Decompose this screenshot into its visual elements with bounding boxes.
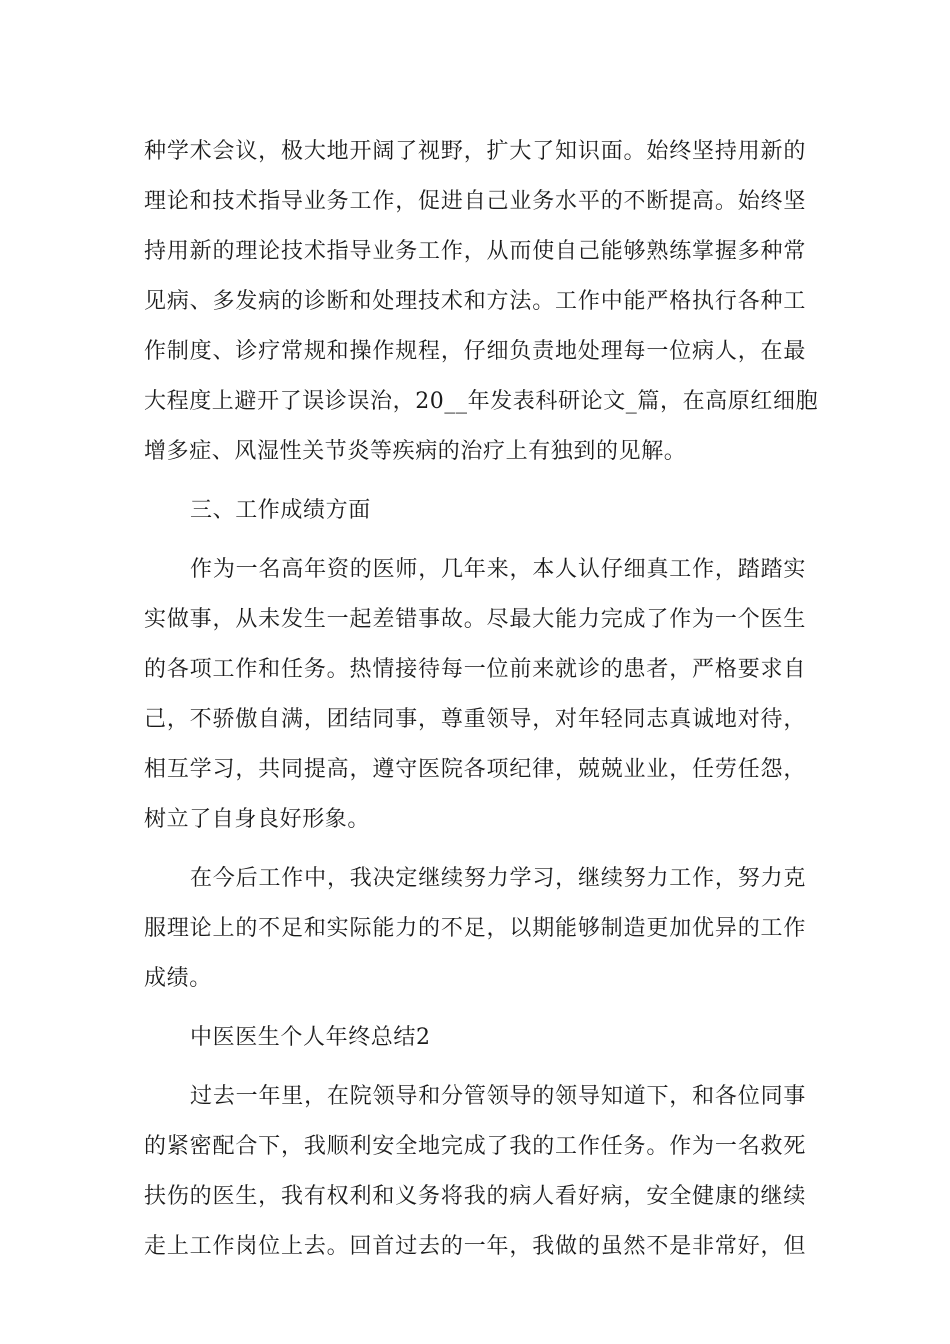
- text-line: 走上工作岗位上去。回首过去的一年，我做的虽然不是非常好，但: [144, 1234, 806, 1259]
- text-line: 见病、多发病的诊断和处理技术和方法。工作中能严格执行各种工: [144, 289, 806, 314]
- text-line: 大程度上避开了误诊误治，20__年发表科研论文_篇，在高原红细胞: [144, 389, 819, 414]
- text-line: 在今后工作中，我决定继续努力学习，继续努力工作，努力克: [190, 866, 806, 891]
- text-line: 作为一名高年资的医师，几年来，本人认仔细真工作，踏踏实: [190, 557, 806, 582]
- paragraph-gap: [144, 536, 806, 545]
- text-line: 树立了自身良好形象。: [144, 807, 371, 832]
- text-line: 成绩。: [144, 966, 212, 991]
- text-line: 作制度、诊疗常规和操作规程，仔细负责地处理每一位病人，在最: [144, 339, 806, 364]
- text-line: 服理论上的不足和实际能力的不足，以期能够制造更加优异的工作: [144, 916, 806, 941]
- text-line: 增多症、风湿性关节炎等疾病的治疗上有独到的见解。: [144, 439, 687, 464]
- heading-text: 三、工作成绩方面: [190, 498, 371, 523]
- paragraph-continuation: [144, 127, 819, 477]
- text-line: 扶伤的医生，我有权利和义务将我的病人看好病，安全健康的继续: [144, 1184, 806, 1209]
- paragraph-gap: [144, 477, 806, 486]
- paragraph-gap: [144, 845, 806, 854]
- paragraph-achievements: [144, 545, 806, 845]
- section-heading: [144, 486, 806, 536]
- document-body: [144, 127, 819, 1272]
- text-line: 种学术会议，极大地开阔了视野，扩大了知识面。始终坚持用新的: [144, 139, 806, 164]
- paragraph-gap: [144, 1063, 806, 1072]
- text-line: 己，不骄傲自满，团结同事，尊重领导，对年轻同志真诚地对待，: [144, 707, 806, 732]
- text-line: 相互学习，共同提高，遵守医院各项纪律，兢兢业业，任劳任怨，: [144, 757, 806, 782]
- text-line: 持用新的理论技术指导业务工作，从而使自己能够熟练掌握多种常: [144, 239, 806, 264]
- text-line: 理论和技术指导业务工作，促进自己业务水平的不断提高。始终坚: [144, 189, 806, 214]
- paragraph-gap: [144, 1004, 806, 1013]
- document-subtitle: [144, 1013, 806, 1063]
- text-line: 的各项工作和任务。热情接待每一位前来就诊的患者，严格要求自: [144, 657, 806, 682]
- text-line: 实做事，从未发生一起差错事故。尽最大能力完成了作为一个医生: [144, 607, 806, 632]
- paragraph-future: [144, 854, 806, 1004]
- subtitle-text: 中医医生个人年终总结2: [190, 1025, 431, 1050]
- text-line: 的紧密配合下，我顺利安全地完成了我的工作任务。作为一名救死: [144, 1134, 806, 1159]
- text-line: 过去一年里，在院领导和分管领导的领导知道下，和各位同事: [190, 1084, 806, 1109]
- paragraph-past-year: [144, 1072, 806, 1272]
